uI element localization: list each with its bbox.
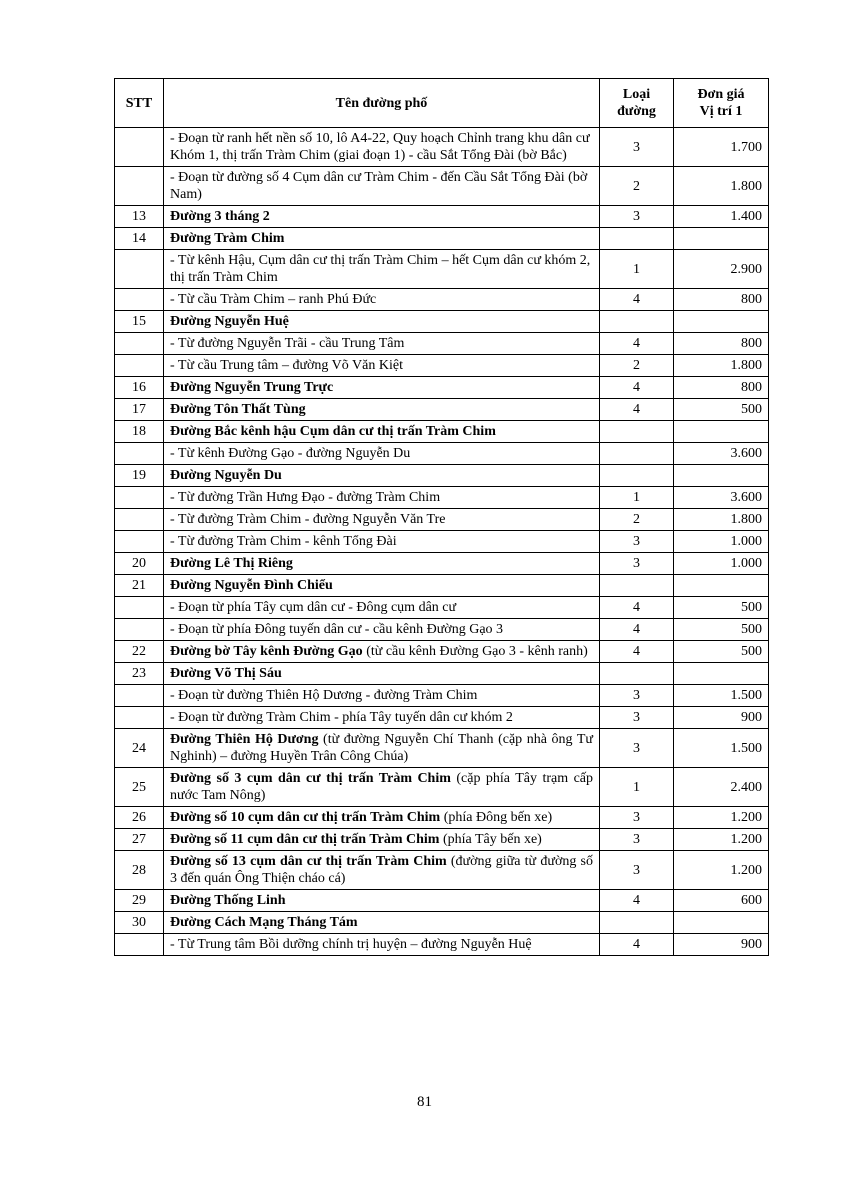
street-segment: - Đoạn từ phía Đông tuyến dân cư - cầu kênh Đường Gạo 3	[170, 622, 504, 637]
row-road-type: 3	[600, 707, 674, 729]
row-stt	[115, 443, 164, 465]
street-name-note: (phía Tây bến xe)	[439, 832, 542, 847]
row-unit-price	[674, 663, 769, 685]
row-stt	[115, 250, 164, 289]
street-segment: - Từ cầu Tràm Chim – ranh Phú Đức	[170, 292, 377, 307]
row-unit-price	[674, 228, 769, 250]
row-unit-price: 1.800	[674, 509, 769, 531]
row-stt: 24	[115, 729, 164, 768]
row-unit-price: 800	[674, 377, 769, 399]
table-row	[115, 250, 769, 289]
table-row	[115, 289, 769, 311]
street-segment: - Từ Trung tâm Bồi dưỡng chính trị huyện – đường Nguyễn Huệ	[170, 937, 532, 952]
street-name-note: (đường giữa từ đường số 3 đến quán Ông Thiện cháo cá)	[170, 854, 594, 886]
row-unit-price: 500	[674, 641, 769, 663]
street-name-bold: Đường số 3 cụm dân cư thị trấn Tràm Chim	[170, 771, 451, 786]
row-street-name	[164, 597, 600, 619]
street-name-note: (phía Đông bến xe)	[440, 810, 553, 825]
row-stt: 14	[115, 228, 164, 250]
row-road-type	[600, 912, 674, 934]
row-street-name	[164, 829, 600, 851]
row-stt: 13	[115, 206, 164, 228]
table-row	[115, 575, 769, 597]
row-unit-price: 1.800	[674, 355, 769, 377]
street-name-bold: Đường Bắc kênh hậu Cụm dân cư thị trấn Tràm Chim	[170, 424, 496, 439]
row-road-type	[600, 575, 674, 597]
row-stt: 23	[115, 663, 164, 685]
street-name-bold: Đường Nguyễn Du	[170, 468, 282, 483]
row-stt	[115, 167, 164, 206]
street-segment: - Đoạn từ đường Thiên Hộ Dương - đường Tràm Chim	[170, 688, 478, 703]
row-street-name	[164, 487, 600, 509]
table-row	[115, 128, 769, 167]
row-unit-price	[674, 311, 769, 333]
table-row	[115, 729, 769, 768]
row-stt	[115, 685, 164, 707]
row-unit-price: 600	[674, 890, 769, 912]
table-row	[115, 333, 769, 355]
street-segment: - Từ kênh Hậu, Cụm dân cư thị trấn Tràm Chim – hết Cụm dân cư khóm 2, thị trấn Tràm Chim	[170, 253, 591, 285]
row-unit-price: 1.000	[674, 553, 769, 575]
street-segment: - Từ đường Tràm Chim - kênh Tổng Đài	[170, 534, 397, 549]
table-row	[115, 641, 769, 663]
row-street-name	[164, 128, 600, 167]
row-street-name	[164, 707, 600, 729]
table-row	[115, 487, 769, 509]
row-road-type: 3	[600, 128, 674, 167]
row-road-type: 1	[600, 768, 674, 807]
row-unit-price: 1.000	[674, 531, 769, 553]
row-street-name	[164, 575, 600, 597]
row-road-type: 4	[600, 289, 674, 311]
row-road-type	[600, 663, 674, 685]
row-unit-price: 2.400	[674, 768, 769, 807]
row-street-name	[164, 663, 600, 685]
row-unit-price: 1.500	[674, 685, 769, 707]
row-road-type: 2	[600, 167, 674, 206]
row-stt: 25	[115, 768, 164, 807]
street-name-bold: Đường Tôn Thất Tùng	[170, 402, 306, 417]
table-row	[115, 311, 769, 333]
header-street-name: Tên đường phố	[164, 79, 600, 128]
table-row	[115, 663, 769, 685]
row-unit-price: 1.200	[674, 807, 769, 829]
header-road-type-line1: Loại	[622, 87, 651, 102]
row-unit-price: 900	[674, 934, 769, 956]
page-number: 81	[417, 1094, 432, 1110]
row-unit-price: 1.700	[674, 128, 769, 167]
row-unit-price: 1.200	[674, 851, 769, 890]
table-row	[115, 912, 769, 934]
row-street-name	[164, 289, 600, 311]
row-street-name	[164, 641, 600, 663]
row-unit-price: 900	[674, 707, 769, 729]
table-row	[115, 206, 769, 228]
street-segment: - Từ đường Nguyễn Trãi - cầu Trung Tâm	[170, 336, 405, 351]
row-unit-price: 500	[674, 619, 769, 641]
row-stt	[115, 707, 164, 729]
table-row	[115, 807, 769, 829]
street-name-bold: Đường 3 tháng 2	[170, 209, 270, 224]
row-unit-price	[674, 465, 769, 487]
row-road-type: 4	[600, 890, 674, 912]
row-stt: 28	[115, 851, 164, 890]
row-unit-price: 800	[674, 333, 769, 355]
table-row	[115, 421, 769, 443]
street-name-note: (từ cầu kênh Đường Gạo 3 - kênh ranh)	[362, 644, 588, 659]
row-street-name	[164, 465, 600, 487]
street-name-bold: Đường bờ Tây kênh Đường Gạo	[170, 644, 363, 659]
row-stt	[115, 619, 164, 641]
row-stt: 21	[115, 575, 164, 597]
row-road-type: 3	[600, 829, 674, 851]
row-stt: 15	[115, 311, 164, 333]
row-street-name	[164, 912, 600, 934]
row-unit-price	[674, 421, 769, 443]
street-segment: - Từ đường Tràm Chim - đường Nguyễn Văn Tre	[170, 512, 446, 527]
table-row	[115, 619, 769, 641]
row-street-name	[164, 807, 600, 829]
row-street-name	[164, 311, 600, 333]
row-stt: 29	[115, 890, 164, 912]
row-road-type: 3	[600, 685, 674, 707]
street-name-bold: Đường Lê Thị Riêng	[170, 556, 293, 571]
row-unit-price: 3.600	[674, 487, 769, 509]
row-stt	[115, 333, 164, 355]
street-segment: - Đoạn từ phía Tây cụm dân cư - Đông cụm dân cư	[170, 600, 457, 615]
table-row	[115, 685, 769, 707]
table-row	[115, 553, 769, 575]
table-row	[115, 465, 769, 487]
street-name-bold: Đường số 10 cụm dân cư thị trấn Tràm Chim	[170, 810, 441, 825]
street-name-note: (từ đường Nguyễn Chí Thanh (cặp nhà ông Tư Nghinh) – đường Huyền Trân Công Chúa)	[170, 732, 593, 764]
row-road-type: 4	[600, 619, 674, 641]
street-segment: - Từ kênh Đường Gạo - đường Nguyễn Du	[170, 446, 411, 461]
row-street-name	[164, 768, 600, 807]
row-stt	[115, 597, 164, 619]
row-road-type	[600, 443, 674, 465]
table-row	[115, 597, 769, 619]
street-segment: - Đoạn từ đường số 4 Cụm dân cư Tràm Chim - đến Cầu Sắt Tổng Đài (bờ Nam)	[170, 170, 588, 202]
header-unit-price	[674, 79, 769, 128]
row-stt	[115, 934, 164, 956]
row-street-name	[164, 729, 600, 768]
row-stt: 20	[115, 553, 164, 575]
row-road-type: 1	[600, 487, 674, 509]
street-name-bold: Đường Nguyễn Trung Trực	[170, 380, 334, 395]
row-road-type: 3	[600, 553, 674, 575]
street-name-bold: Đường Thiên Hộ Dương	[170, 732, 319, 747]
row-road-type: 2	[600, 355, 674, 377]
row-unit-price: 1.200	[674, 829, 769, 851]
row-stt: 17	[115, 399, 164, 421]
row-stt: 26	[115, 807, 164, 829]
table-row	[115, 377, 769, 399]
street-name-bold: Đường Cách Mạng Tháng Tám	[170, 915, 358, 930]
row-unit-price: 800	[674, 289, 769, 311]
row-road-type: 4	[600, 597, 674, 619]
row-road-type: 3	[600, 851, 674, 890]
row-street-name	[164, 333, 600, 355]
street-name-bold: Đường Tràm Chim	[170, 231, 285, 246]
row-street-name	[164, 685, 600, 707]
row-road-type: 4	[600, 333, 674, 355]
row-street-name	[164, 399, 600, 421]
row-unit-price: 1.800	[674, 167, 769, 206]
table-row	[115, 768, 769, 807]
row-unit-price: 2.900	[674, 250, 769, 289]
row-road-type: 3	[600, 729, 674, 768]
row-stt	[115, 509, 164, 531]
row-unit-price: 3.600	[674, 443, 769, 465]
row-road-type	[600, 465, 674, 487]
row-road-type: 3	[600, 206, 674, 228]
row-street-name	[164, 934, 600, 956]
table-row	[115, 443, 769, 465]
table-row	[115, 934, 769, 956]
row-street-name	[164, 531, 600, 553]
row-road-type: 4	[600, 934, 674, 956]
street-name-bold: Đường Võ Thị Sáu	[170, 666, 282, 681]
street-name-bold: Đường Nguyễn Đình Chiểu	[170, 578, 333, 593]
header-unit-price-line1: Đơn giá	[697, 87, 745, 102]
row-stt: 16	[115, 377, 164, 399]
header-unit-price-line2: Vị trí 1	[699, 104, 743, 119]
table-row	[115, 531, 769, 553]
table-row	[115, 355, 769, 377]
street-segment: - Từ đường Trần Hưng Đạo - đường Tràm Chim	[170, 490, 441, 505]
row-unit-price: 1.500	[674, 729, 769, 768]
row-stt	[115, 289, 164, 311]
table-body	[115, 128, 769, 956]
row-street-name	[164, 619, 600, 641]
header-stt: STT	[115, 79, 164, 128]
row-stt: 30	[115, 912, 164, 934]
street-name-bold: Đường số 13 cụm dân cư thị trấn Tràm Chim	[170, 854, 447, 869]
row-road-type: 4	[600, 399, 674, 421]
row-unit-price: 1.400	[674, 206, 769, 228]
row-stt: 27	[115, 829, 164, 851]
row-road-type: 3	[600, 807, 674, 829]
row-stt	[115, 531, 164, 553]
row-unit-price	[674, 575, 769, 597]
row-street-name	[164, 509, 600, 531]
table-row	[115, 167, 769, 206]
row-street-name	[164, 355, 600, 377]
table-row	[115, 228, 769, 250]
row-street-name	[164, 443, 600, 465]
row-stt: 22	[115, 641, 164, 663]
row-road-type: 4	[600, 377, 674, 399]
table-header-row	[115, 79, 769, 128]
row-street-name	[164, 228, 600, 250]
row-unit-price: 500	[674, 597, 769, 619]
row-road-type	[600, 421, 674, 443]
street-segment: - Đoạn từ ranh hết nền số 10, lô A4-22, Quy hoạch Chỉnh trang khu dân cư Khóm 1, thị trấn Tràm Chim (giai đoạn 1) - cầu Sắt Tổng Đài (bờ Bắc)	[170, 131, 590, 163]
row-street-name	[164, 377, 600, 399]
table-row	[115, 851, 769, 890]
table-row	[115, 509, 769, 531]
row-road-type: 4	[600, 641, 674, 663]
row-street-name	[164, 167, 600, 206]
street-name-note: (cặp phía Tây trạm cấp nước Tam Nông)	[170, 771, 593, 803]
row-street-name	[164, 206, 600, 228]
row-street-name	[164, 553, 600, 575]
row-road-type: 3	[600, 531, 674, 553]
price-table	[114, 78, 769, 956]
street-name-bold: Đường số 11 cụm dân cư thị trấn Tràm Chim	[170, 832, 440, 847]
row-road-type: 2	[600, 509, 674, 531]
table-row	[115, 829, 769, 851]
table-row	[115, 890, 769, 912]
row-road-type	[600, 311, 674, 333]
row-street-name	[164, 250, 600, 289]
row-unit-price: 500	[674, 399, 769, 421]
row-street-name	[164, 890, 600, 912]
street-name-bold: Đường Thống Linh	[170, 893, 286, 908]
row-stt	[115, 487, 164, 509]
row-stt: 18	[115, 421, 164, 443]
row-street-name	[164, 851, 600, 890]
street-segment: - Đoạn từ đường Tràm Chim - phía Tây tuyến dân cư khóm 2	[170, 710, 513, 725]
row-stt	[115, 355, 164, 377]
row-road-type	[600, 228, 674, 250]
header-road-type-line2: đường	[617, 104, 656, 119]
street-segment: - Từ cầu Trung tâm – đường Võ Văn Kiệt	[170, 358, 403, 373]
row-road-type: 1	[600, 250, 674, 289]
row-street-name	[164, 421, 600, 443]
header-road-type	[600, 79, 674, 128]
table-row	[115, 707, 769, 729]
row-unit-price	[674, 912, 769, 934]
row-stt: 19	[115, 465, 164, 487]
street-name-bold: Đường Nguyễn Huệ	[170, 314, 289, 329]
table-row	[115, 399, 769, 421]
row-stt	[115, 128, 164, 167]
